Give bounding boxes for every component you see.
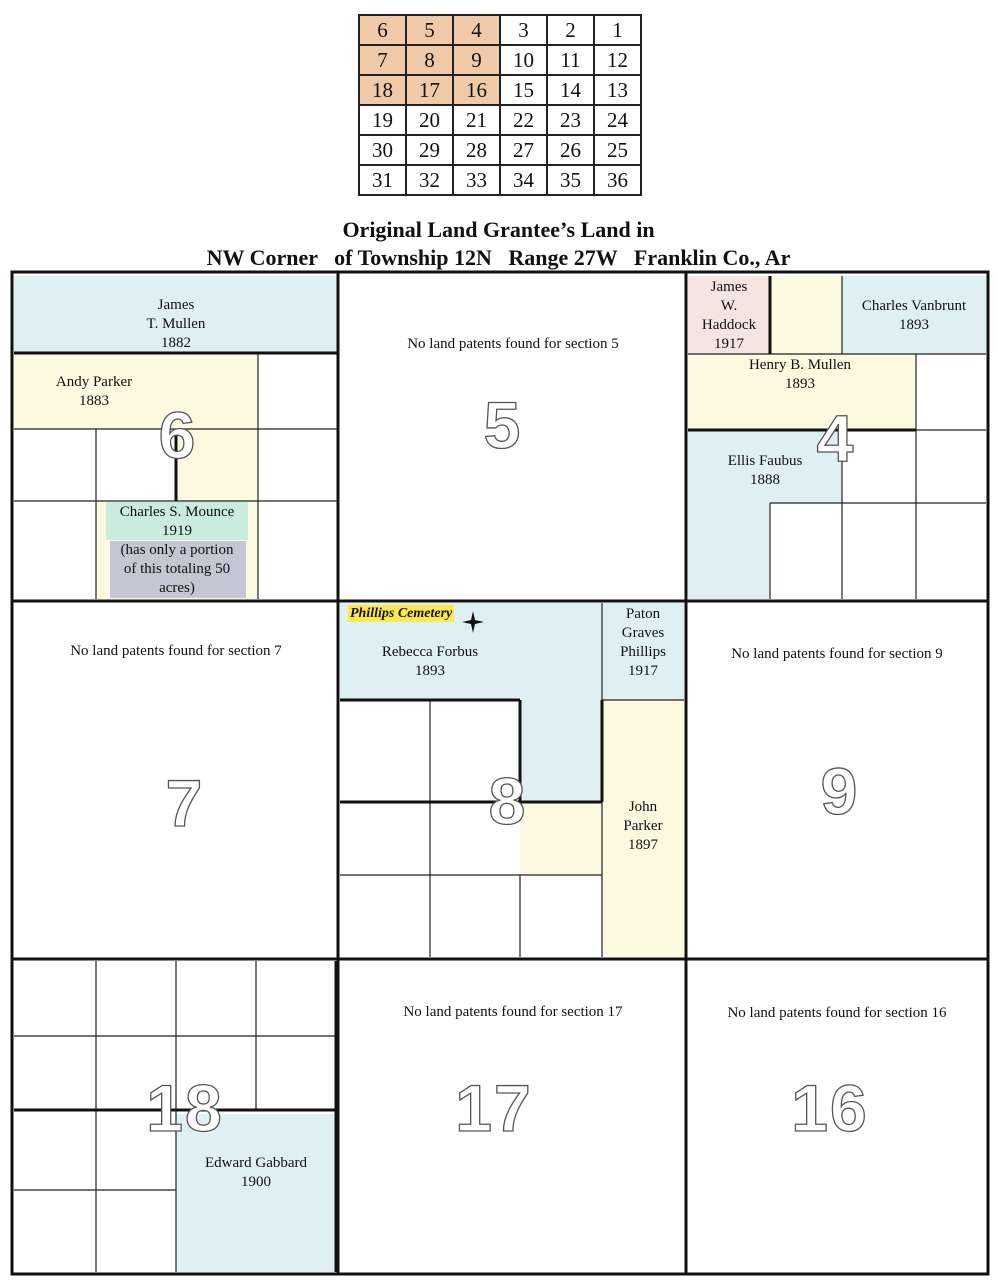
grantee-rebecca-forbus: Rebecca Forbus 1893 <box>381 644 479 679</box>
index-cell-6: 6 <box>359 15 406 45</box>
parcel-henry-mullen-north <box>770 276 842 354</box>
index-cell-21: 21 <box>453 105 500 135</box>
grantee-andy-parker: Andy Parker 1883 <box>55 374 133 409</box>
index-cell-23: 23 <box>547 105 594 135</box>
section-number-16: 16 <box>791 1071 869 1145</box>
index-cell-11: 11 <box>547 45 594 75</box>
grantee-ellis-faubus: Ellis Faubus 1888 <box>727 453 803 488</box>
section-17-note: No land patents found for section 17 <box>403 1004 623 1020</box>
index-cell-32: 32 <box>406 165 453 195</box>
index-cell-35: 35 <box>547 165 594 195</box>
index-cell-5: 5 <box>406 15 453 45</box>
index-cell-18: 18 <box>359 75 406 105</box>
grantee-edward-gabbard: Edward Gabbard 1900 <box>204 1155 308 1190</box>
index-cell-7: 7 <box>359 45 406 75</box>
index-cell-15: 15 <box>500 75 547 105</box>
index-cell-14: 14 <box>547 75 594 105</box>
section-9-note: No land patents found for section 9 <box>731 646 943 662</box>
index-cell-24: 24 <box>594 105 641 135</box>
index-cell-8: 8 <box>406 45 453 75</box>
index-cell-34: 34 <box>500 165 547 195</box>
index-cell-31: 31 <box>359 165 406 195</box>
section-number-5: 5 <box>483 388 523 462</box>
grantee-henry-mullen: Henry B. Mullen 1893 <box>748 357 852 392</box>
index-cell-27: 27 <box>500 135 547 165</box>
index-cell-26: 26 <box>547 135 594 165</box>
index-cell-29: 29 <box>406 135 453 165</box>
index-cell-10: 10 <box>500 45 547 75</box>
index-cell-13: 13 <box>594 75 641 105</box>
index-cell-19: 19 <box>359 105 406 135</box>
index-cell-2: 2 <box>547 15 594 45</box>
index-cell-16: 16 <box>453 75 500 105</box>
index-cell-4: 4 <box>453 15 500 45</box>
index-cell-1: 1 <box>594 15 641 45</box>
grantee-james-mullen: James T. Mullen 1882 <box>146 297 206 351</box>
grantee-charles-mounce: Charles S. Mounce 1919 (has only a portion of this totaling 50 acres) <box>119 504 235 596</box>
index-cell-9: 9 <box>453 45 500 75</box>
section-number-7: 7 <box>165 766 205 840</box>
index-cell-22: 22 <box>500 105 547 135</box>
section-5-note: No land patents found for section 5 <box>407 336 619 352</box>
section-number-8: 8 <box>488 764 528 838</box>
grantee-paton-phillips: Paton Graves Phillips 1917 <box>620 606 666 679</box>
index-cell-25: 25 <box>594 135 641 165</box>
phillips-cemetery-label: Phillips Cemetery <box>350 606 453 621</box>
grantee-james-haddock: James W. Haddock 1917 <box>701 279 757 352</box>
section-7-note: No land patents found for section 7 <box>70 643 282 659</box>
section-16-note: No land patents found for section 16 <box>727 1005 947 1021</box>
index-cell-20: 20 <box>406 105 453 135</box>
grantee-john-parker: John Parker 1897 <box>623 799 663 853</box>
index-cell-30: 30 <box>359 135 406 165</box>
map-title-line-1: Original Land Grantee’s Land in <box>342 217 655 242</box>
index-cell-36: 36 <box>594 165 641 195</box>
section-number-4: 4 <box>816 401 856 475</box>
grantee-charles-vanbrunt: Charles Vanbrunt 1893 <box>861 298 967 333</box>
index-cell-17: 17 <box>406 75 453 105</box>
section-number-9: 9 <box>820 754 860 828</box>
index-cell-3: 3 <box>500 15 547 45</box>
parcel-ellis-faubus-south <box>688 503 770 599</box>
index-cell-12: 12 <box>594 45 641 75</box>
index-cell-33: 33 <box>453 165 500 195</box>
section-number-6: 6 <box>158 398 198 472</box>
section-number-18: 18 <box>146 1071 224 1145</box>
section-number-17: 17 <box>455 1071 533 1145</box>
index-cell-28: 28 <box>453 135 500 165</box>
map-title-line-2: NW Corner of Township 12N Range 27W Franklin Co., Ar <box>206 245 791 270</box>
